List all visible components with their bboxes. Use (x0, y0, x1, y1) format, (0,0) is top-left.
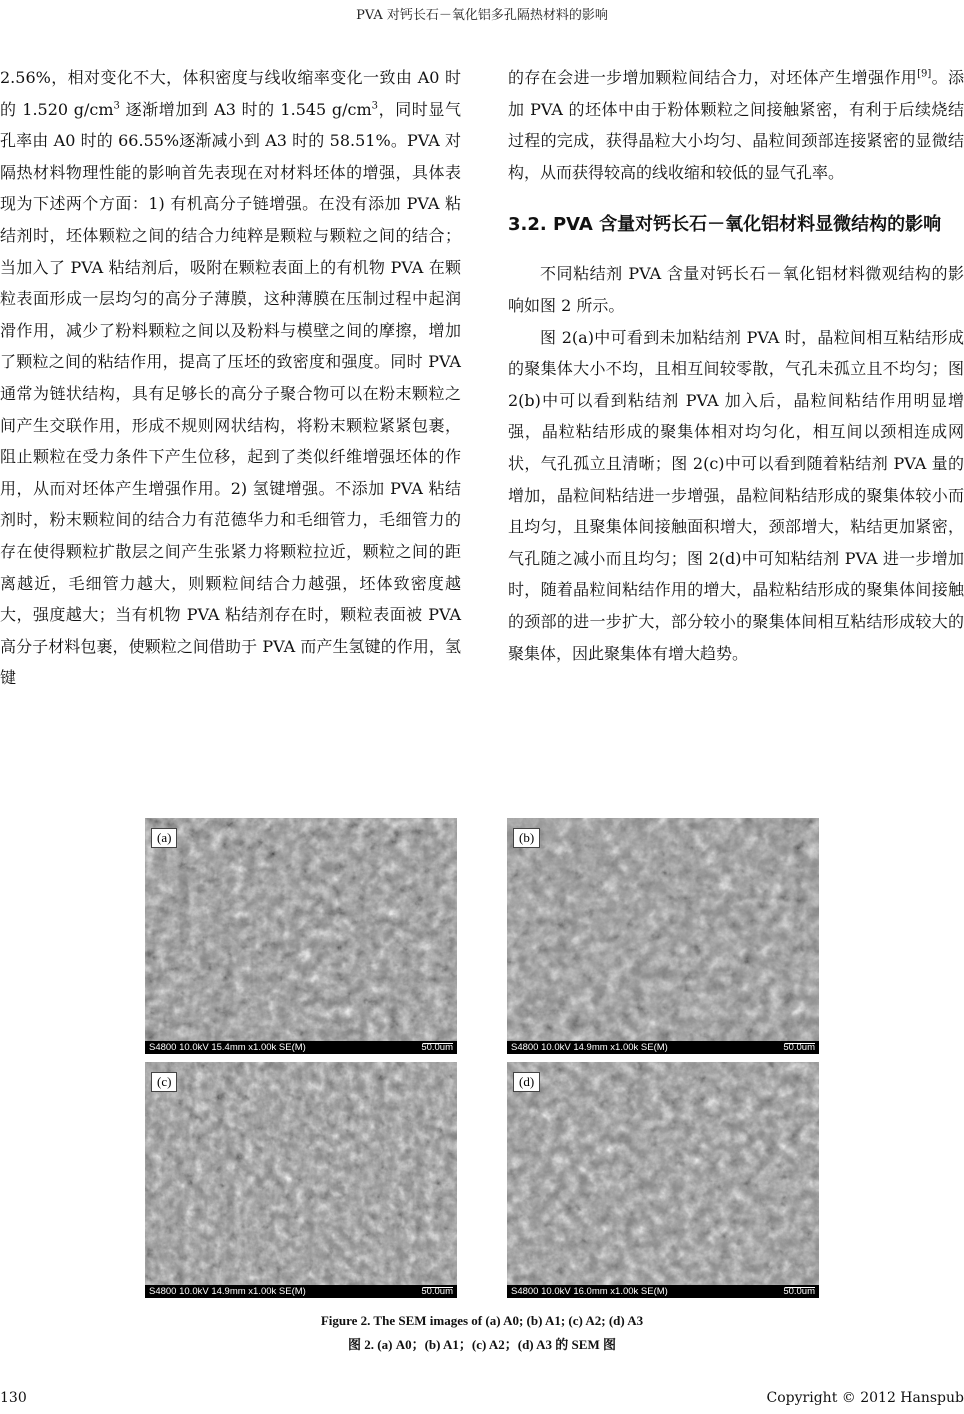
sem-texture (507, 818, 819, 1054)
running-header: PVA 对钙长石－氧化铝多孔隔热材料的影响 (356, 8, 608, 23)
left-paragraph: 2.56%，相对变化不大，体积密度与线收缩率变化一致由 A0 时的 1.520 $g/cm^3$ 逐渐增加到 A3 时的 1.545 $g/cm^3$，同时显气孔率由 A0 时的 66.55%逐渐减小到 A3 时的 58.51%。PVA 对隔热材料物理性能的影响首先表现在对材料坯体的增强，具体表现为下述两个方面：1) 有机高分子链增强。在没有添加 PVA 粘结剂时，坯体颗粒之间的结合力纯粹是颗粒与颗粒之间的结合；当加入了 PVA 粘结剂后，吸附在颗粒表面上的有机物 PVA 在颗粒表面形成一层均匀的高分子薄膜，这种薄膜在压制过程中起润滑作用，减少了粉料颗粒之间以及粉料与模壁之间的摩擦，增加了颗粒之间的粘结作用，提高了压坯的致密度和强度。同时 PVA 通常为链状结构，具有足够长的高分子聚合物可以在粉末颗粒之间产生交联作用，形成不规则网状结构，将粉末颗粒紧紧包裹，阻止颗粒在受力条件下产生位移，起到了类似纤维增强坯体的作用，从而对坯体产生增强作用。2) 氢键增强。不添加 PVA 粘结剂时，粉末颗粒间的结合力有范德华力和毛细管力，毛细管力的存在使得颗粒扩散层之间产生张紧力将颗粒拉近，颗粒之间的距离越近，毛细管力越大，则颗粒间结合力越强，坯体致密度越大，强度越大；当有机物 PVA 粘结剂存在时，颗粒表面被 PVA 高分子材料包裹，使颗粒之间借助于 PVA 而产生氢键的作用，氢键 (0, 68, 461, 688)
sem-texture (507, 1062, 819, 1298)
sem-info-bar: S4800 10.0kV 14.9mm x1.00k SE(M) 50.0um (145, 1285, 457, 1298)
right-paragraph-analysis: 图 2(a)中可看到未加粘结剂 PVA 时，晶粒间相互粘结形成的聚集体大小不均，且相互间较零散，气孔未孤立且不均匀；图 2(b)中可以看到粘结剂 PVA 加入后，晶粒间粘结作用明显增强，晶粒粘结形成的聚集体相对均匀化，相互间以颈相连成网状，气孔孤立且清晰；图 2(c)中可以看到随着粘结剂 PVA 量的增加，晶粒间粘结进一步增强，晶粒间粘结形成的聚集体较小而且均匀，且聚集体间接触面积增大，颈部增大，粘结更加紧密，气孔随之减小而且均匀；图 2(d)中可知粘结剂 PVA 进一步增加时，随着晶粒间粘结作用的增大，晶粒粘结形成的聚集体间接触的颈部的进一步扩大，部分较小的聚集体间相互粘结形成较大的聚集体，因此聚集体有增大趋势。 (508, 327, 964, 663)
sem-info-bar: S4800 10.0kV 15.4mm x1.00k SE(M) 50.0um (145, 1041, 457, 1054)
panel-label: (a) (151, 828, 177, 848)
figure-caption-en: Figure 2. The SEM images of (a) A0; (b) A1; (c) A2; (d) A3 (320, 1313, 644, 1328)
panel-label: (c) (151, 1072, 177, 1092)
sem-texture (145, 1062, 457, 1298)
copyright: Copyright © 2012 Hanspub (766, 1390, 964, 1406)
panel-label: (b) (513, 828, 540, 848)
page-number: 130 (0, 1390, 27, 1406)
panel-label: (d) (513, 1072, 540, 1092)
sem-image-a (145, 818, 457, 1054)
right-paragraph-continued: 的存在会进一步增加颗粒间结合力，对坯体产生增强作用[9]。添加 PVA 的坯体中由于粉体颗粒之间接触紧密，有利于后续烧结过程的完成，获得晶粒大小均匀、晶粒间颈部连接紧密的显微结构，从而获得较高的线收缩和较低的显气孔率。 (508, 68, 964, 182)
sem-image-d (507, 1062, 819, 1298)
right-paragraph-intro: 不同粘结剂 PVA 含量对钙长石－氧化铝材料微观结构的影响如图 2 所示。 (508, 264, 964, 315)
sem-info-bar: S4800 10.0kV 14.9mm x1.00k SE(M) 50.0um (507, 1041, 819, 1054)
citation-ref[interactable]: [9] (917, 68, 932, 80)
right-column (508, 62, 964, 669)
left-column (0, 62, 461, 694)
sem-image-c (145, 1062, 457, 1298)
sem-image-b (507, 818, 819, 1054)
sem-info-bar: S4800 10.0kV 16.0mm x1.00k SE(M) 50.0um (507, 1285, 819, 1298)
section-heading: 3.2. PVA 含量对钙长石－氧化铝材料显微结构的影响 (508, 214, 942, 236)
sem-texture (145, 818, 457, 1054)
figure-caption-zh: 图 2. (a) A0；(b) A1；(c) A2；(d) A3 的 SEM 图 (348, 1337, 616, 1352)
